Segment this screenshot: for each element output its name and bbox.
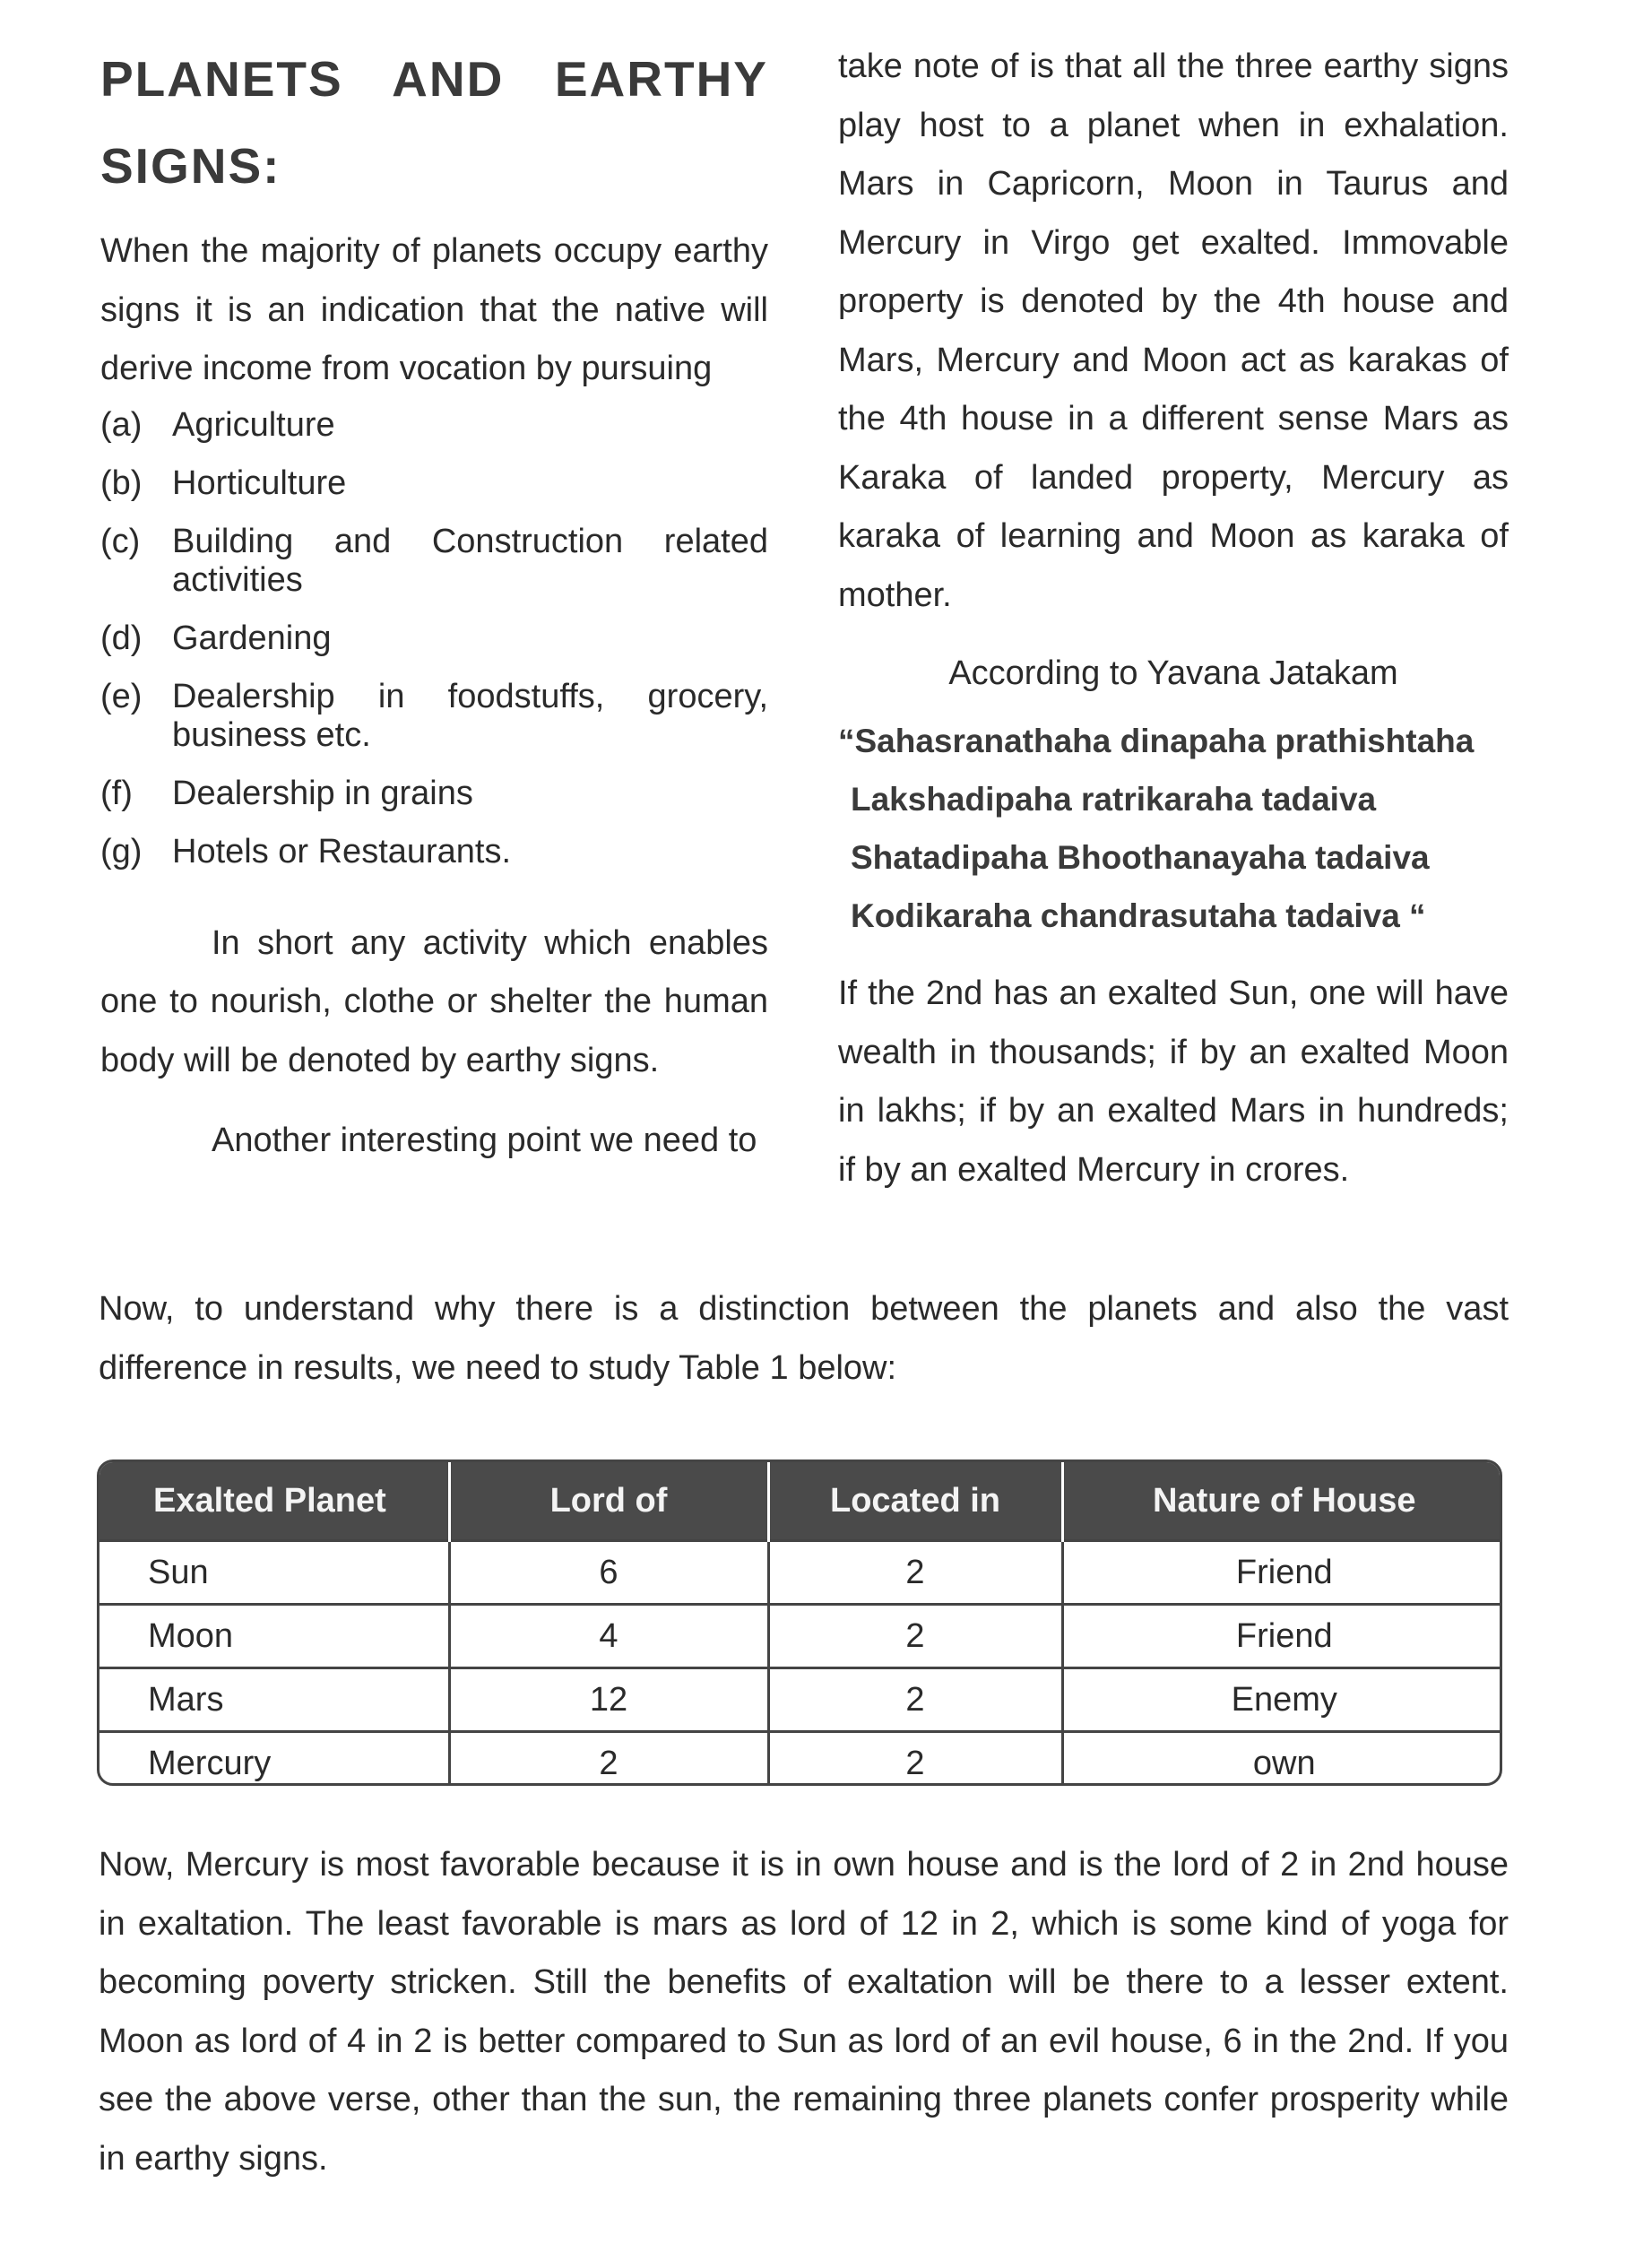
table-cell: Moon <box>99 1605 449 1668</box>
list-text: Agriculture <box>172 405 335 444</box>
conclusion-block <box>99 1836 1509 2188</box>
planet-table <box>97 1459 1502 1786</box>
table-cell: 2 <box>768 1732 1062 1787</box>
list-text: Building and Construction related activities <box>172 522 768 599</box>
quote-intro: According to Yavana Jatakam <box>948 654 1398 692</box>
verse-line: “Sahasranathaha dinapaha prathishtaha <box>838 723 1475 759</box>
table-row <box>99 1605 1502 1668</box>
table-cell: Mercury <box>99 1732 449 1787</box>
list-item <box>100 678 768 755</box>
table-cell: Sun <box>99 1541 449 1605</box>
list-item <box>100 406 768 445</box>
list-marker: (e) <box>100 677 143 715</box>
table-cell: 2 <box>768 1668 1062 1732</box>
list-item <box>100 833 768 871</box>
list-marker: (b) <box>100 463 143 502</box>
list-item <box>100 464 768 503</box>
list-item <box>100 619 768 658</box>
list-text: Dealership in grains <box>172 774 473 812</box>
exaltation-paragraph: take note of is that all the three earthy signs play host to a planet when in exhalation. Mars in Capricorn, Moon in Taurus and Mercury in Virgo get exalted. Immovable property is denoted by the 4th house and Mars, Mercury and Moon act as karakas of the 4th house in a different sense Mars as Karaka of landed property, Mercury as karaka of learning and Moon as karaka of mother. <box>838 48 1509 614</box>
conclusion-paragraph: Now, Mercury is most favorable because it is in own house and is the lord of 2 in 2nd house in exaltation. The least favorable is mars as lord of 12 in 2, which is some kind of yoga for becoming poverty stricken. Still the benefits of exaltation will be there to a lesser extent. Moon as lord of 4 in 2 is better compared to Sun as lord of an evil house, 6 in the 2nd. If you see the above verse, other than the sun, the remaining three planets confer prosperity while in earthy signs. <box>99 1846 1509 2178</box>
list-marker: (a) <box>100 405 143 444</box>
column-header: Exalted Planet <box>99 1462 449 1541</box>
table-cell: 2 <box>449 1732 768 1787</box>
short-paragraph: In short any activity which enables one to nourish, clothe or shelter the human body will be denoted by earthy signs. <box>100 923 768 1079</box>
table-cell: 12 <box>449 1668 768 1732</box>
list-marker: (f) <box>100 774 133 812</box>
table-cell: Friend <box>1062 1541 1502 1605</box>
table-row <box>99 1668 1502 1732</box>
verse-line: Shatadipaha Bhoothanayaha tadaiva <box>851 839 1430 876</box>
table-row <box>99 1541 1502 1605</box>
vocation-list <box>100 406 768 871</box>
list-text: Hotels or Restaurants. <box>172 832 512 870</box>
list-marker: (c) <box>100 522 141 560</box>
verse-line: Lakshadipaha ratrikaraha tadaiva <box>851 781 1377 818</box>
heading-line-1: PLANETS AND EARTHY <box>100 51 768 107</box>
table-cell: 2 <box>768 1605 1062 1668</box>
list-marker: (g) <box>100 832 143 870</box>
section-heading <box>100 36 768 210</box>
heading-line-2: SIGNS: <box>100 138 281 194</box>
table-header-row <box>99 1462 1502 1541</box>
table-cell: Mars <box>99 1668 449 1732</box>
table-intro-block <box>99 1280 1509 1398</box>
sanskrit-verse <box>838 712 1509 945</box>
list-text: Dealership in foodstuffs, grocery, business etc. <box>172 677 768 754</box>
table-cell: Enemy <box>1062 1668 1502 1732</box>
table-cell: 2 <box>768 1541 1062 1605</box>
table-cell: 6 <box>449 1541 768 1605</box>
column-header: Located in <box>768 1462 1062 1541</box>
list-item <box>100 775 768 813</box>
list-text: Horticulture <box>172 463 347 502</box>
table-cell: 4 <box>449 1605 768 1668</box>
left-column <box>100 36 768 1171</box>
column-header: Nature of House <box>1062 1462 1502 1541</box>
column-header: Lord of <box>449 1462 768 1541</box>
table-cell: Friend <box>1062 1605 1502 1668</box>
list-item <box>100 523 768 600</box>
list-marker: (d) <box>100 619 143 657</box>
another-point-paragraph: Another interesting point we need to <box>212 1122 757 1159</box>
right-column <box>838 38 1509 1200</box>
table-cell: own <box>1062 1732 1502 1787</box>
list-text: Gardening <box>172 619 332 657</box>
intro-paragraph: When the majority of planets occupy earthy signs it is an indication that the native will derive income from vocation by pursuing <box>100 232 768 387</box>
table-row <box>99 1732 1502 1787</box>
planet-data-table <box>99 1462 1502 1786</box>
table-intro-paragraph: Now, to understand why there is a distinction between the planets and also the vast difference in results, we need to study Table 1 below: <box>99 1290 1509 1387</box>
verse-line: Kodikaraha chandrasutaha tadaiva “ <box>851 897 1426 934</box>
wealth-paragraph: If the 2nd has an exalted Sun, one will have wealth in thousands; if by an exalted Moon in lakhs; if by an exalted Mars in hundreds; if by an exalted Mercury in crores. <box>838 974 1509 1189</box>
